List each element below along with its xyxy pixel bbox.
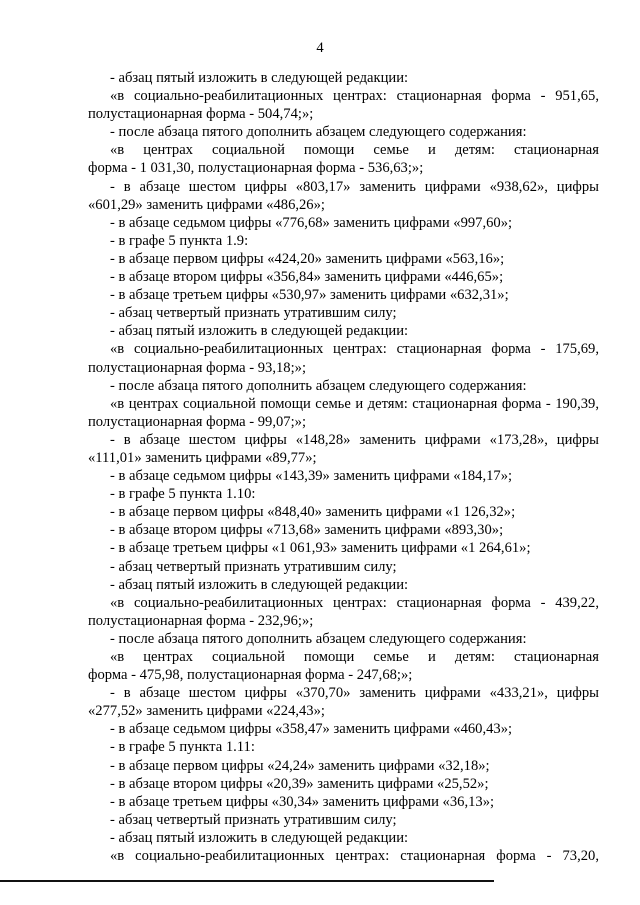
text-line: - после абзаца пятого дополнить абзацем следующего содержания: (110, 630, 527, 647)
text-line: - абзац пятый изложить в следующей редакции: (110, 323, 409, 340)
text-line: - в абзаце седьмом цифры «358,47» заменить цифрами «460,43»; (110, 721, 513, 738)
text-line: - абзац четвертый признать утратившим силу; (110, 305, 397, 322)
document-body (88, 69, 599, 865)
text-line: - абзац четвертый признать утратившим силу; (110, 558, 397, 575)
text-line: - в абзаце шестом цифры «370,70» заменить цифрами «433,21», цифры (110, 685, 599, 702)
text-line: «в социально-реабилитационных центрах: стационарная форма - 439,22, (110, 594, 599, 611)
text-line: «601,29» заменить цифрами «486,26»; (88, 196, 325, 213)
text-line: - в абзаце втором цифры «356,84» заменить цифрами «446,65»; (110, 269, 504, 286)
text-line: - абзац четвертый признать утратившим силу; (110, 811, 397, 828)
page-number: 4 (316, 40, 324, 56)
text-line: - в абзаце шестом цифры «148,28» заменить цифрами «173,28», цифры (110, 431, 599, 448)
text-line: «в социально-реабилитационных центрах: стационарная форма - 175,69, (110, 341, 599, 358)
text-line: - абзац пятый изложить в следующей редакции: (110, 576, 409, 593)
text-line: форма - 1 031,30, полустационарная форма - 536,63;»; (88, 160, 424, 177)
text-line: - в абзаце третьем цифры «530,97» заменить цифрами «632,31»; (110, 287, 509, 304)
text-line: - в абзаце третьем цифры «30,34» заменить цифрами «36,13»; (110, 793, 495, 810)
text-line: - после абзаца пятого дополнить абзацем следующего содержания: (110, 377, 527, 394)
text-line: «в социально-реабилитационных центрах: стационарная форма - 73,20, (110, 848, 599, 865)
text-line: - в абзаце шестом цифры «803,17» заменить цифрами «938,62», цифры (110, 178, 599, 195)
text-line: полустационарная форма - 504,74;»; (88, 106, 314, 123)
text-line: - в графе 5 пункта 1.9: (110, 232, 249, 249)
text-line: - в абзаце первом цифры «424,20» заменить цифрами «563,16»; (110, 250, 505, 267)
text-line: - в абзаце первом цифры «24,24» заменить цифрами «32,18»; (110, 757, 490, 774)
text-line: - в графе 5 пункта 1.11: (110, 739, 255, 756)
text-line: - в абзаце седьмом цифры «776,68» заменить цифрами «997,60»; (110, 214, 513, 231)
text-line: - в абзаце седьмом цифры «143,39» заменить цифрами «184,17»; (110, 468, 513, 485)
text-line: полустационарная форма - 232,96;»; (88, 612, 314, 629)
text-line: «111,01» заменить цифрами «89,77»; (88, 449, 317, 466)
text-line: - после абзаца пятого дополнить абзацем следующего содержания: (110, 124, 527, 141)
text-line: «в центрах социальной помощи семье и детям: стационарная форма - 190,39, (110, 395, 599, 412)
text-line: - в абзаце втором цифры «20,39» заменить цифрами «25,52»; (110, 775, 489, 792)
footer-divider (0, 880, 494, 882)
text-line: - в абзаце третьем цифры «1 061,93» заменить цифрами «1 264,61»; (110, 540, 531, 557)
text-line: - в графе 5 пункта 1.10: (110, 486, 256, 503)
text-line: - в абзаце первом цифры «848,40» заменить цифрами «1 126,32»; (110, 504, 516, 521)
text-line: - в абзаце втором цифры «713,68» заменить цифрами «893,30»; (110, 522, 504, 539)
text-line: «в центрах социальной помощи семье и детям: стационарная (110, 142, 599, 159)
text-line: - абзац пятый изложить в следующей редакции: (110, 70, 409, 86)
text-line: «277,52» заменить цифрами «224,43»; (88, 703, 325, 720)
text-line: «в социально-реабилитационных центрах: стационарная форма - 951,65, (110, 88, 599, 105)
text-line: «в центрах социальной помощи семье и детям: стационарная (110, 649, 599, 665)
text-line: - абзац пятый изложить в следующей редакции: (110, 829, 409, 846)
text-line: форма - 475,98, полустационарная форма - 247,68;»; (88, 667, 413, 684)
text-line: полустационарная форма - 93,18;»; (88, 359, 306, 376)
text-line: полустационарная форма - 99,07;»; (88, 413, 306, 430)
